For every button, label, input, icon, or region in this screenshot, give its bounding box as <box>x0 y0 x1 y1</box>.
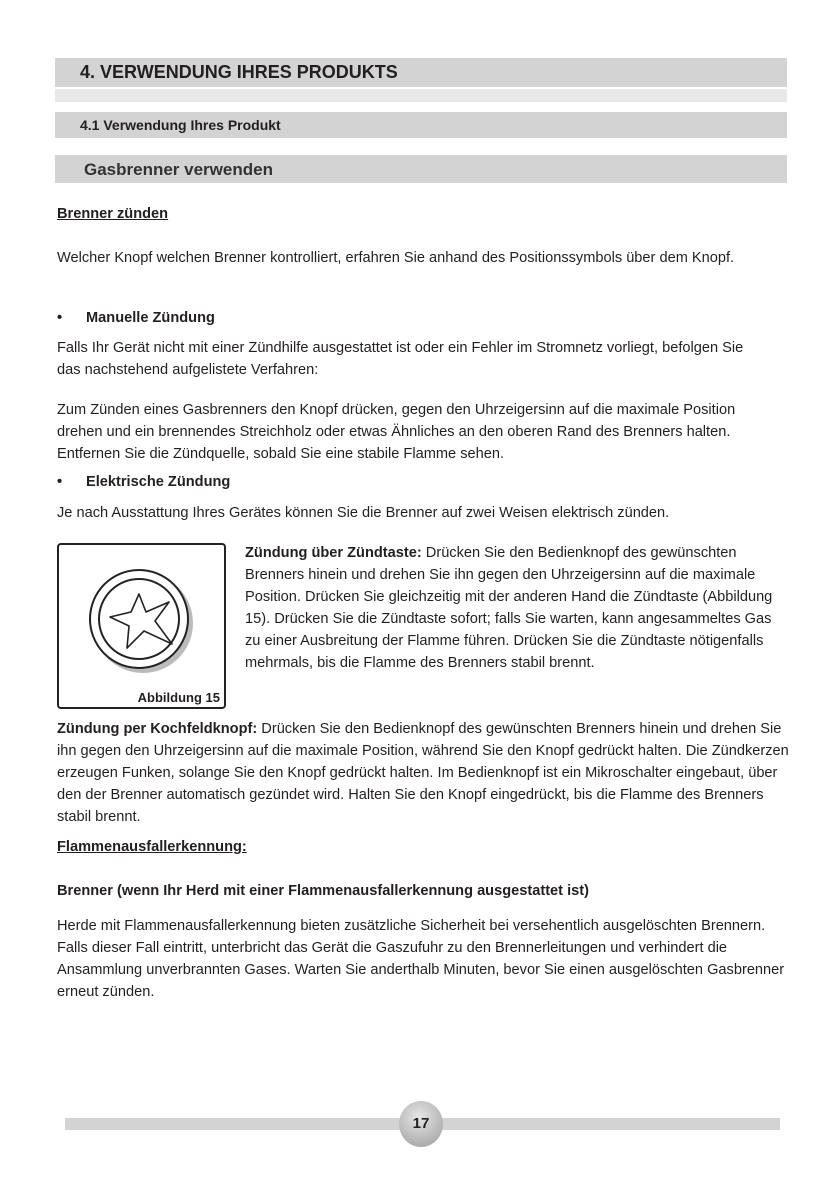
button-ignition-label: Zündung über Zündtaste: <box>245 545 422 561</box>
flame-failure-heading: Flammenausfallerkennung: <box>57 839 247 855</box>
flame-failure-paragraph: Herde mit Flammenausfallerkennung bieten zusätzliche Sicherheit bei versehentlich ausgelöschten Brennern. Falls dieser Fall eintritt, unterbricht das Gerät die Gaszufuhr zu den Brennerleitungen und verhindert die Ansammlung unverbrannten Gases. Warten Sie anderthalb Minuten, bevor Sie einen ausgelöschten Gasbrenner erneut zünden. <box>57 918 785 1000</box>
divider-bar <box>55 89 787 102</box>
brenner-zuenden-heading: Brenner zünden <box>57 206 169 222</box>
bullet-icon: • <box>57 310 63 326</box>
section-title: 4. VERWENDUNG IHRES PRODUKTS <box>55 58 787 87</box>
topic-title: Gasbrenner verwenden <box>55 155 787 183</box>
figure-caption: Abbildung 15 <box>137 690 220 705</box>
electric-ignition-heading <box>57 471 230 493</box>
star-ignition-button-icon <box>59 545 224 685</box>
flame-failure-subheading: Brenner (wenn Ihr Herd mit einer Flammenausfallerkennung ausgestattet ist) <box>57 883 589 899</box>
electric-heading-text: Elektrische Zündung <box>86 474 231 490</box>
knob-ignition-paragraph <box>57 718 789 828</box>
bullet-icon: • <box>57 474 63 490</box>
subsection-title: 4.1 Verwendung Ihres Produkt <box>55 112 787 138</box>
manual-heading-text: Manuelle Zündung <box>86 310 215 326</box>
button-ignition-text: Drücken Sie den Bedienknopf des gewünschten Brenners hinein und drehen Sie ihn gegen den Uhrzeigersinn auf die maximale Position. Drücken Sie gleichzeitig mit der anderen Hand die Zündtaste (Abbildung 15). Drücken Sie die Zündtaste sofort; falls Sie warten, kann angesammeltes Gas zu einer Ausbreitung der Flamme führen. Drücken Sie die Zündtaste nötigenfalls mehrmals, bis die Flamme des Brenners stabil brennt. <box>245 545 773 671</box>
button-ignition-paragraph <box>245 542 790 674</box>
knob-ignition-text: Drücken Sie den Bedienknopf des gewünschten Brenners hinein und drehen Sie ihn gegen den Uhrzeigersinn auf die maximale Position, während Sie den Knopf gedrückt halten. Die Zündkerzen erzeugen Funken, solange Sie den Knopf gedrückt halten. Im Bedienknopf ist ein Mikroschalter eingebaut, über den der Brenner automatisch gezündet wird. Halten Sie den Knopf eingedrückt, bis die Flamme des Brenners stabil brennt. <box>57 721 789 825</box>
manual-ignition-heading <box>57 307 215 329</box>
page-number: 17 <box>399 1101 443 1147</box>
electric-paragraph-1: Je nach Ausstattung Ihres Gerätes können Sie die Brenner auf zwei Weisen elektrisch zünden. <box>57 505 670 521</box>
intro-paragraph: Welcher Knopf welchen Brenner kontrolliert, erfahren Sie anhand des Positionssymbols über dem Knopf. <box>57 250 735 266</box>
figure-15 <box>57 543 226 709</box>
manual-paragraph-2: Zum Zünden eines Gasbrenners den Knopf drücken, gegen den Uhrzeigersinn auf die maximale Position drehen und ein brennendes Streichholz oder etwas Ähnliches an den oberen Rand des Brenners halten. Entfernen Sie die Zündquelle, sobald Sie eine stabile Flamme sehen. <box>57 402 736 462</box>
manual-paragraph-1: Falls Ihr Gerät nicht mit einer Zündhilfe ausgestattet ist oder ein Fehler im Stromnetz vorliegt, befolgen Sie das nachstehend aufgelistete Verfahren: <box>57 340 744 378</box>
knob-ignition-label: Zündung per Kochfeldknopf: <box>57 721 258 737</box>
